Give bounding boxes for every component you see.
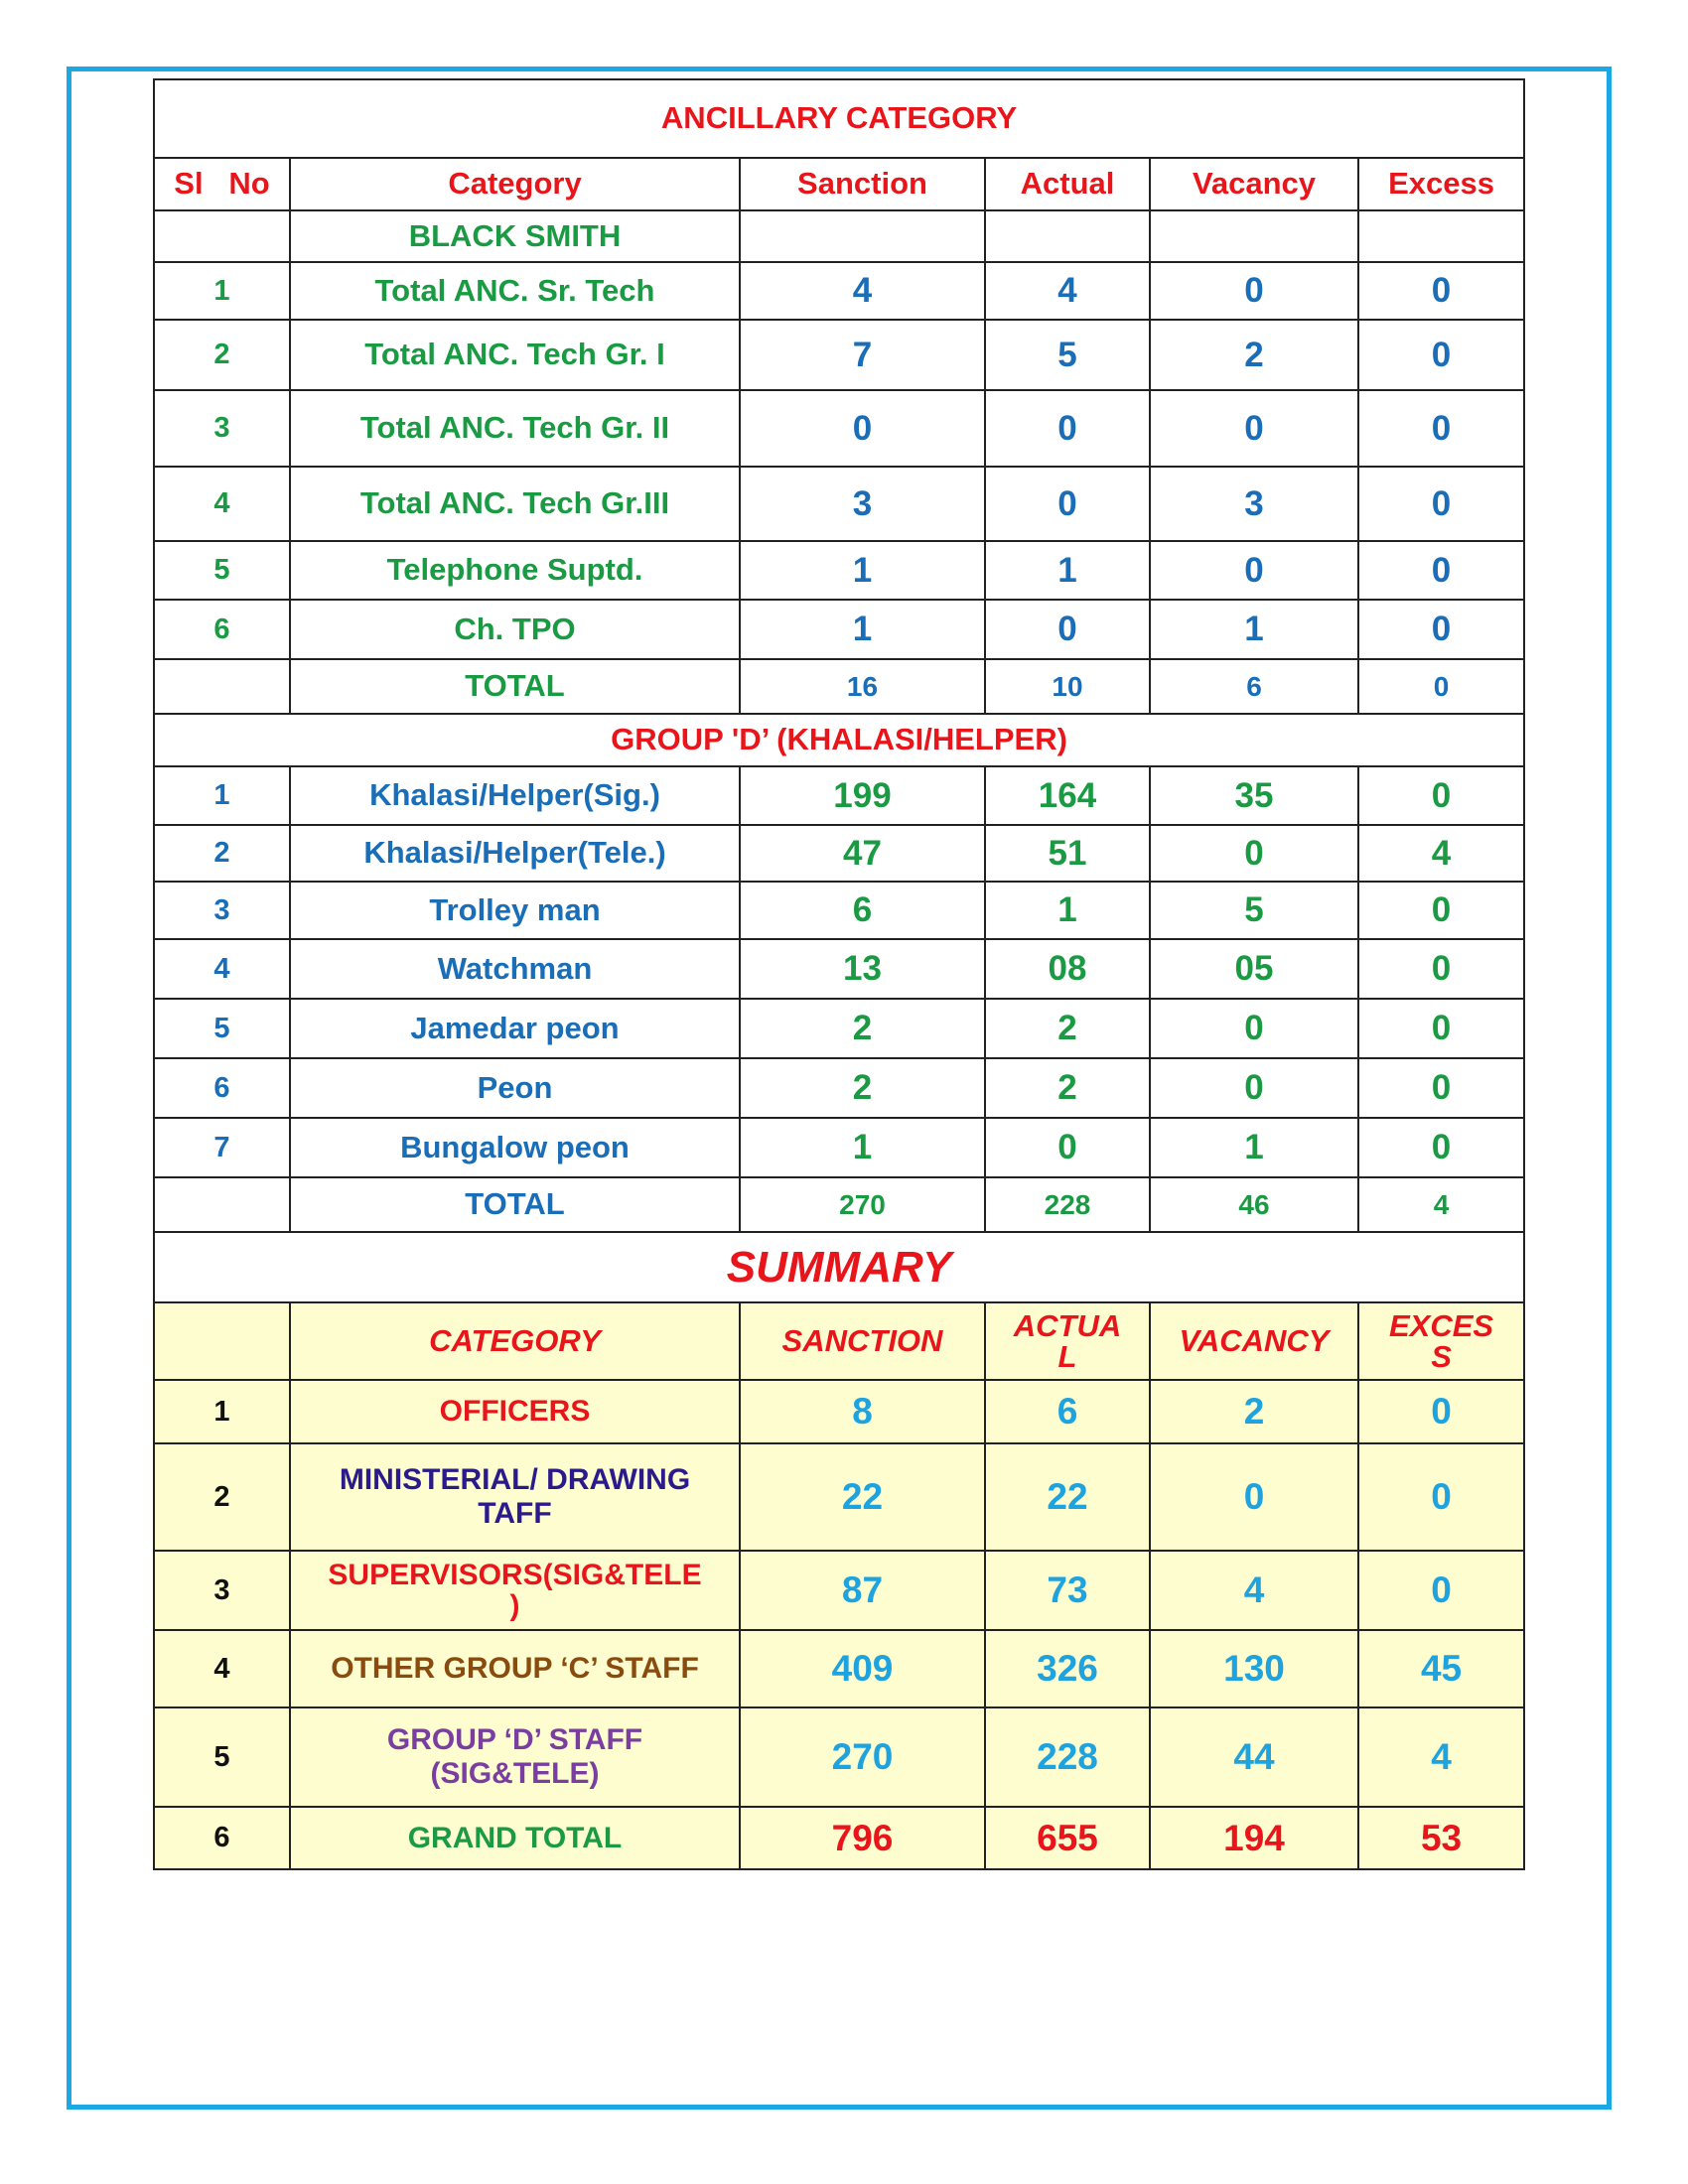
row-category: Ch. TPO (290, 600, 740, 659)
row-sno: 4 (154, 939, 290, 999)
row-vacancy: 0 (1150, 541, 1358, 600)
row-vacancy: 0 (1150, 825, 1358, 882)
row-vacancy: 44 (1150, 1707, 1358, 1807)
summary-header-sanction: SANCTION (740, 1302, 985, 1380)
row-category: Total ANC. Sr. Tech (290, 262, 740, 320)
row-sno: 1 (154, 766, 290, 825)
empty-cell (154, 659, 290, 714)
row-sanction: 6 (740, 882, 985, 939)
empty-cell (1150, 210, 1358, 262)
total-actual: 228 (985, 1177, 1150, 1232)
black-smith-row (154, 210, 1524, 262)
group-d-title: GROUP 'D’ (KHALASI/HELPER) (154, 714, 1524, 766)
row-actual: 2 (985, 1058, 1150, 1118)
total-label: TOTAL (290, 659, 740, 714)
row-vacancy: 0 (1150, 999, 1358, 1058)
row-vacancy: 35 (1150, 766, 1358, 825)
row-category: Total ANC. Tech Gr. II (290, 390, 740, 467)
row-category: OTHER GROUP ‘C’ STAFF (290, 1630, 740, 1707)
summary-row (154, 1551, 1524, 1630)
row-excess: 0 (1358, 467, 1524, 541)
row-sno: 1 (154, 262, 290, 320)
row-category: SUPERVISORS(SIG&TELE ) (290, 1551, 740, 1630)
row-category: Jamedar peon (290, 999, 740, 1058)
row-vacancy: 5 (1150, 882, 1358, 939)
row-vacancy: 0 (1150, 1058, 1358, 1118)
row-excess: 0 (1358, 320, 1524, 390)
row-excess: 53 (1358, 1807, 1524, 1869)
summary-title: SUMMARY (154, 1232, 1524, 1302)
row-excess: 0 (1358, 999, 1524, 1058)
summary-header-row (154, 1302, 1524, 1380)
row-actual: 326 (985, 1630, 1150, 1707)
row-sanction: 13 (740, 939, 985, 999)
row-sno: 5 (154, 541, 290, 600)
row-excess: 45 (1358, 1630, 1524, 1707)
grand-total-row (154, 1807, 1524, 1869)
row-excess: 4 (1358, 825, 1524, 882)
row-sanction: 7 (740, 320, 985, 390)
row-excess: 0 (1358, 766, 1524, 825)
header-sl-no: Sl No (154, 158, 290, 210)
row-actual: 73 (985, 1551, 1150, 1630)
row-actual: 5 (985, 320, 1150, 390)
row-actual: 4 (985, 262, 1150, 320)
row-sanction: 1 (740, 541, 985, 600)
row-excess: 0 (1358, 600, 1524, 659)
summary-title-row (154, 1232, 1524, 1302)
row-vacancy: 2 (1150, 1380, 1358, 1443)
row-actual: 51 (985, 825, 1150, 882)
ancillary-header-row (154, 158, 1524, 210)
row-category: Total ANC. Tech Gr.III (290, 467, 740, 541)
row-vacancy: 130 (1150, 1630, 1358, 1707)
group-d-title-row (154, 714, 1524, 766)
row-vacancy: 2 (1150, 320, 1358, 390)
row-actual: 1 (985, 541, 1150, 600)
row-category: GRAND TOTAL (290, 1807, 740, 1869)
row-actual: 0 (985, 1118, 1150, 1177)
table-row (154, 467, 1524, 541)
row-vacancy: 194 (1150, 1807, 1358, 1869)
table-row (154, 1058, 1524, 1118)
staff-position-table (153, 78, 1525, 1870)
row-excess: 0 (1358, 262, 1524, 320)
row-excess: 4 (1358, 1707, 1524, 1807)
empty-cell (154, 1177, 290, 1232)
header-category: Category (290, 158, 740, 210)
group-d-total-row (154, 1177, 1524, 1232)
row-vacancy: 05 (1150, 939, 1358, 999)
empty-cell (985, 210, 1150, 262)
row-excess: 0 (1358, 390, 1524, 467)
row-category: Peon (290, 1058, 740, 1118)
row-vacancy: 1 (1150, 600, 1358, 659)
header-excess: Excess (1358, 158, 1524, 210)
row-category: GROUP ‘D’ STAFF (SIG&TELE) (290, 1707, 740, 1807)
row-actual: 0 (985, 600, 1150, 659)
total-excess: 0 (1358, 659, 1524, 714)
summary-row (154, 1380, 1524, 1443)
empty-cell (154, 1302, 290, 1380)
row-sno: 2 (154, 1443, 290, 1551)
row-vacancy: 3 (1150, 467, 1358, 541)
row-sanction: 199 (740, 766, 985, 825)
row-excess: 0 (1358, 541, 1524, 600)
row-excess: 0 (1358, 1380, 1524, 1443)
row-vacancy: 0 (1150, 262, 1358, 320)
table-row (154, 766, 1524, 825)
total-label: TOTAL (290, 1177, 740, 1232)
row-category: Khalasi/Helper(Tele.) (290, 825, 740, 882)
row-sno: 5 (154, 999, 290, 1058)
row-sno: 4 (154, 467, 290, 541)
ancillary-total-row (154, 659, 1524, 714)
row-sanction: 87 (740, 1551, 985, 1630)
row-sanction: 8 (740, 1380, 985, 1443)
table-row (154, 320, 1524, 390)
row-excess: 0 (1358, 1443, 1524, 1551)
summary-row (154, 1443, 1524, 1551)
row-category: Total ANC. Tech Gr. I (290, 320, 740, 390)
row-actual: 228 (985, 1707, 1150, 1807)
row-excess: 0 (1358, 1058, 1524, 1118)
row-excess: 0 (1358, 882, 1524, 939)
total-excess: 4 (1358, 1177, 1524, 1232)
row-sanction: 47 (740, 825, 985, 882)
row-actual: 22 (985, 1443, 1150, 1551)
header-vacancy: Vacancy (1150, 158, 1358, 210)
total-sanction: 270 (740, 1177, 985, 1232)
row-vacancy: 0 (1150, 390, 1358, 467)
row-category: Khalasi/Helper(Sig.) (290, 766, 740, 825)
row-sanction: 4 (740, 262, 985, 320)
row-sno: 6 (154, 1058, 290, 1118)
row-excess: 0 (1358, 1118, 1524, 1177)
table-row (154, 1118, 1524, 1177)
summary-header-vacancy: VACANCY (1150, 1302, 1358, 1380)
row-sno: 6 (154, 600, 290, 659)
row-category: Watchman (290, 939, 740, 999)
table-row (154, 882, 1524, 939)
table-row (154, 390, 1524, 467)
row-sanction: 2 (740, 1058, 985, 1118)
row-sno: 5 (154, 1707, 290, 1807)
row-category: Trolley man (290, 882, 740, 939)
row-sanction: 796 (740, 1807, 985, 1869)
row-excess: 0 (1358, 1551, 1524, 1630)
table-row (154, 262, 1524, 320)
ancillary-title: ANCILLARY CATEGORY (154, 79, 1524, 158)
header-sanction: Sanction (740, 158, 985, 210)
total-vacancy: 6 (1150, 659, 1358, 714)
table-row (154, 825, 1524, 882)
summary-header-actual: ACTUA L (985, 1302, 1150, 1380)
ancillary-title-row (154, 79, 1524, 158)
table-row (154, 541, 1524, 600)
total-actual: 10 (985, 659, 1150, 714)
row-sanction: 270 (740, 1707, 985, 1807)
row-sanction: 409 (740, 1630, 985, 1707)
row-vacancy: 0 (1150, 1443, 1358, 1551)
row-sno: 7 (154, 1118, 290, 1177)
row-sanction: 22 (740, 1443, 985, 1551)
row-sno: 3 (154, 882, 290, 939)
row-sno: 2 (154, 825, 290, 882)
row-category: Telephone Suptd. (290, 541, 740, 600)
summary-header-excess: EXCES S (1358, 1302, 1524, 1380)
empty-cell (154, 210, 290, 262)
summary-row (154, 1630, 1524, 1707)
header-actual: Actual (985, 158, 1150, 210)
row-actual: 0 (985, 390, 1150, 467)
row-sanction: 1 (740, 600, 985, 659)
row-sanction: 0 (740, 390, 985, 467)
row-category: MINISTERIAL/ DRAWING TAFF (290, 1443, 740, 1551)
row-excess: 0 (1358, 939, 1524, 999)
row-vacancy: 1 (1150, 1118, 1358, 1177)
row-sanction: 3 (740, 467, 985, 541)
row-category: Bungalow peon (290, 1118, 740, 1177)
row-sno: 3 (154, 390, 290, 467)
row-actual: 164 (985, 766, 1150, 825)
row-actual: 1 (985, 882, 1150, 939)
empty-cell (1358, 210, 1524, 262)
row-sno: 6 (154, 1807, 290, 1869)
total-sanction: 16 (740, 659, 985, 714)
row-sanction: 1 (740, 1118, 985, 1177)
row-category: OFFICERS (290, 1380, 740, 1443)
row-actual: 2 (985, 999, 1150, 1058)
total-vacancy: 46 (1150, 1177, 1358, 1232)
row-sno: 3 (154, 1551, 290, 1630)
table-row (154, 939, 1524, 999)
row-sno: 4 (154, 1630, 290, 1707)
row-sno: 1 (154, 1380, 290, 1443)
row-actual: 6 (985, 1380, 1150, 1443)
row-sno: 2 (154, 320, 290, 390)
black-smith-subheading: BLACK SMITH (290, 210, 740, 262)
row-actual: 08 (985, 939, 1150, 999)
empty-cell (740, 210, 985, 262)
row-actual: 655 (985, 1807, 1150, 1869)
row-vacancy: 4 (1150, 1551, 1358, 1630)
table-row (154, 600, 1524, 659)
table-row (154, 999, 1524, 1058)
summary-row (154, 1707, 1524, 1807)
row-actual: 0 (985, 467, 1150, 541)
summary-header-category: CATEGORY (290, 1302, 740, 1380)
row-sanction: 2 (740, 999, 985, 1058)
